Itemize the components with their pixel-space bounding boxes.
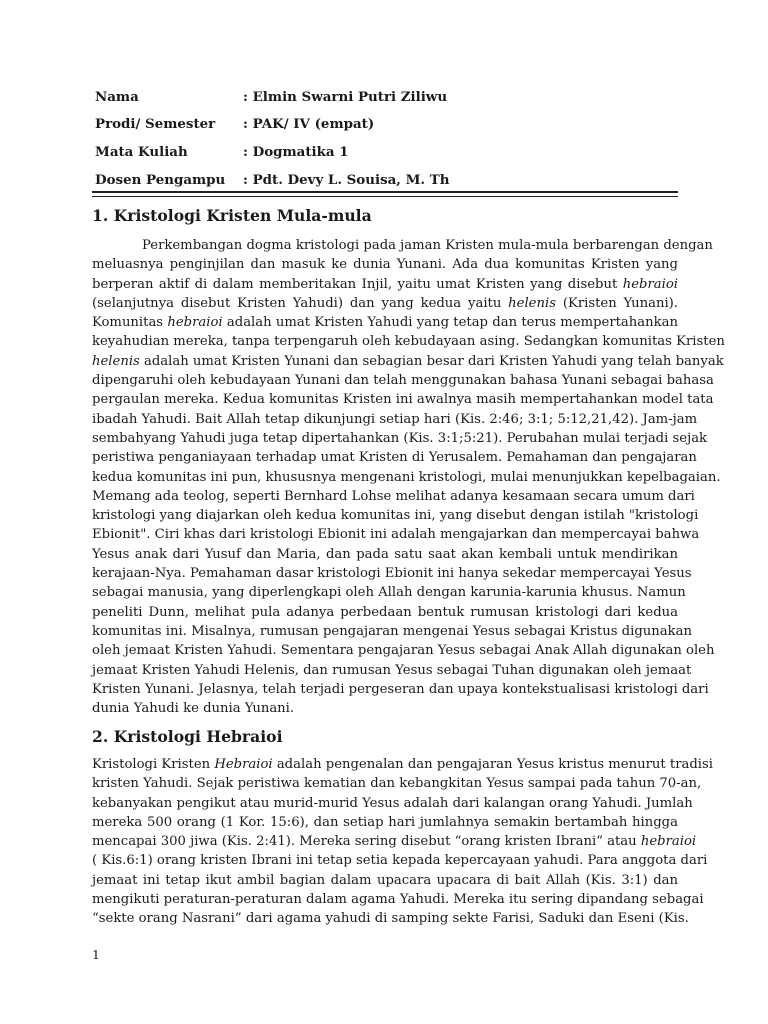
section-1-body bbox=[92, 236, 725, 718]
header-label: Dosen Pengampu bbox=[95, 172, 226, 188]
header-label: Prodi/ Semester bbox=[95, 116, 216, 132]
text-line: keyahudian mereka, tanpa terpengaruh oleh kebudayaan asing. Sedangkan komunitas Kristen bbox=[92, 334, 725, 350]
text-line: sebagai manusia, yang diperlengkapi oleh Allah dengan karunia-karunia khusus. Namun bbox=[92, 585, 686, 601]
text-line: Memang ada teolog, seperti Bernhard Lohse melihat adanya kesamaan secara umum dari bbox=[92, 488, 695, 504]
header-label: Nama bbox=[95, 89, 139, 105]
text-line: kerajaan-Nya. Pemahaman dasar kristologi Ebionit ini hanya sekedar mempercayai Yesus bbox=[92, 566, 692, 582]
text-line: mengikuti peraturan-peraturan dalam agama Yahudi. Mereka itu sering dipandang sebagai bbox=[92, 892, 704, 908]
header-divider-thin bbox=[92, 196, 678, 197]
text-line: kristen Yahudi. Sejak peristiwa kematian dan kebangkitan Yesus sampai pada tahun 70-an, bbox=[92, 776, 702, 792]
text-line: berperan aktif di dalam memberitakan Injil, yaitu umat Kristen yang disebut hebraioi bbox=[92, 276, 678, 292]
text-line: jemaat Kristen Yahudi Helenis, dan rumusan Yesus sebagai Tuhan digunakan oleh jemaat bbox=[92, 662, 692, 678]
section-heading-1: 1. Kristologi Kristen Mula-mula bbox=[92, 206, 372, 225]
header-value: : Dogmatika 1 bbox=[243, 144, 349, 160]
text-line: Yesus anak dari Yusuf dan Maria, dan pada satu saat akan kembali untuk mendirikan bbox=[92, 546, 678, 562]
text-line: Perkembangan dogma kristologi pada jaman Kristen mula-mula berbarengan dengan bbox=[142, 238, 713, 253]
section-heading-2: 2. Kristologi Hebraioi bbox=[92, 727, 283, 746]
text-line: peristiwa penganiayaan terhadap umat Kristen di Yerusalem. Pemahaman dan pengajaran bbox=[92, 450, 697, 466]
header-value: : Pdt. Devy L. Souisa, M. Th bbox=[243, 172, 450, 188]
text-line: meluasnya penginjilan dan masuk ke dunia Yunani. Ada dua komunitas Kristen yang bbox=[92, 257, 678, 273]
text-line: sembahyang Yahudi juga tetap dipertahankan (Kis. 3:1;5:21). Perubahan mulai terjadi sejak bbox=[92, 430, 708, 446]
text-line: dunia Yahudi ke dunia Yunani. bbox=[92, 701, 295, 717]
text-line: helenis adalah umat Kristen Yunani dan sebagian besar dari Kristen Yahudi yang telah banyak bbox=[92, 353, 724, 369]
text-line: Ebionit". Ciri khas dari kristologi Ebionit ini adalah mengajarkan dan mempercayai bahwa bbox=[92, 527, 700, 543]
text-line: kedua komunitas ini pun, khususnya mengenani kristologi, mulai menunjukkan kepelbagaian. bbox=[92, 469, 721, 485]
text-line: peneliti Dunn, melihat pula adanya perbedaan bentuk rumusan kristologi dari kedua bbox=[92, 604, 678, 620]
text-line: mencapai 300 jiwa (Kis. 2:41). Mereka sering disebut “orang kristen Ibrani” atau hebraioi bbox=[92, 834, 697, 850]
text-line: Kristen Yunani. Jelasnya, telah terjadi pergeseran dan upaya kontekstualisasi kristologi dari bbox=[92, 681, 709, 697]
text-line: (selanjutnya disebut Kristen Yahudi) dan yang kedua yaitu helenis (Kristen Yunani). bbox=[92, 295, 678, 311]
text-line: ibadah Yahudi. Bait Allah tetap dikunjungi setiap hari (Kis. 2:46; 3:1; 5:12,21,42). Jam-jam bbox=[92, 411, 698, 427]
text-line: mereka 500 orang (1 Kor. 15:6), dan setiap hari jumlahnya semakin bertambah hingga bbox=[92, 814, 678, 830]
text-line: pergaulan mereka. Kedua komunitas Kristen ini awalnya masih mempertahankan model tata bbox=[92, 392, 714, 408]
text-line: “sekte orang Nasrani” dari agama yahudi di samping sekte Farisi, Saduki dan Eseni (Kis. bbox=[92, 911, 689, 927]
header-divider bbox=[92, 191, 678, 193]
header-value: : PAK/ IV (empat) bbox=[243, 116, 375, 132]
text-line: oleh jemaat Kristen Yahudi. Sementara pengajaran Yesus sebagai Anak Allah digunakan oleh bbox=[92, 643, 715, 659]
text-line: dipengaruhi oleh kebudayaan Yunani dan telah menggunakan bahasa Yunani sebagai bahasa bbox=[92, 373, 714, 389]
text-line: komunitas ini. Misalnya, rumusan pengajaran mengenai Yesus sebagai Kristus digunakan bbox=[92, 623, 692, 639]
text-line: kristologi yang diajarkan oleh kedua komunitas ini, yang disebut dengan istilah "kristologi bbox=[92, 508, 699, 524]
header-value: : Elmin Swarni Putri Ziliwu bbox=[243, 89, 448, 105]
section-2-body bbox=[92, 755, 714, 929]
text-line: Komunitas hebraioi adalah umat Kristen Yahudi yang tetap dan terus mempertahankan bbox=[92, 315, 678, 331]
text-line: Kristologi Kristen Hebraioi adalah pengenalan dan pengajaran Yesus kristus menurut tradisi bbox=[92, 757, 714, 772]
text-line: kebanyakan pengikut atau murid-murid Yesus adalah dari kalangan orang Yahudi. Jumlah bbox=[92, 795, 693, 811]
text-line: ( Kis.6:1) orang kristen Ibrani ini tetap setia kepada kepercayaan yahudi. Para anggota dari bbox=[92, 853, 708, 869]
text-line: jemaat ini tetap ikut ambil bagian dalam upacara upacara di bait Allah (Kis. 3:1) dan bbox=[92, 872, 678, 888]
page-number: 1 bbox=[92, 947, 100, 962]
header-label: Mata Kuliah bbox=[95, 144, 188, 160]
